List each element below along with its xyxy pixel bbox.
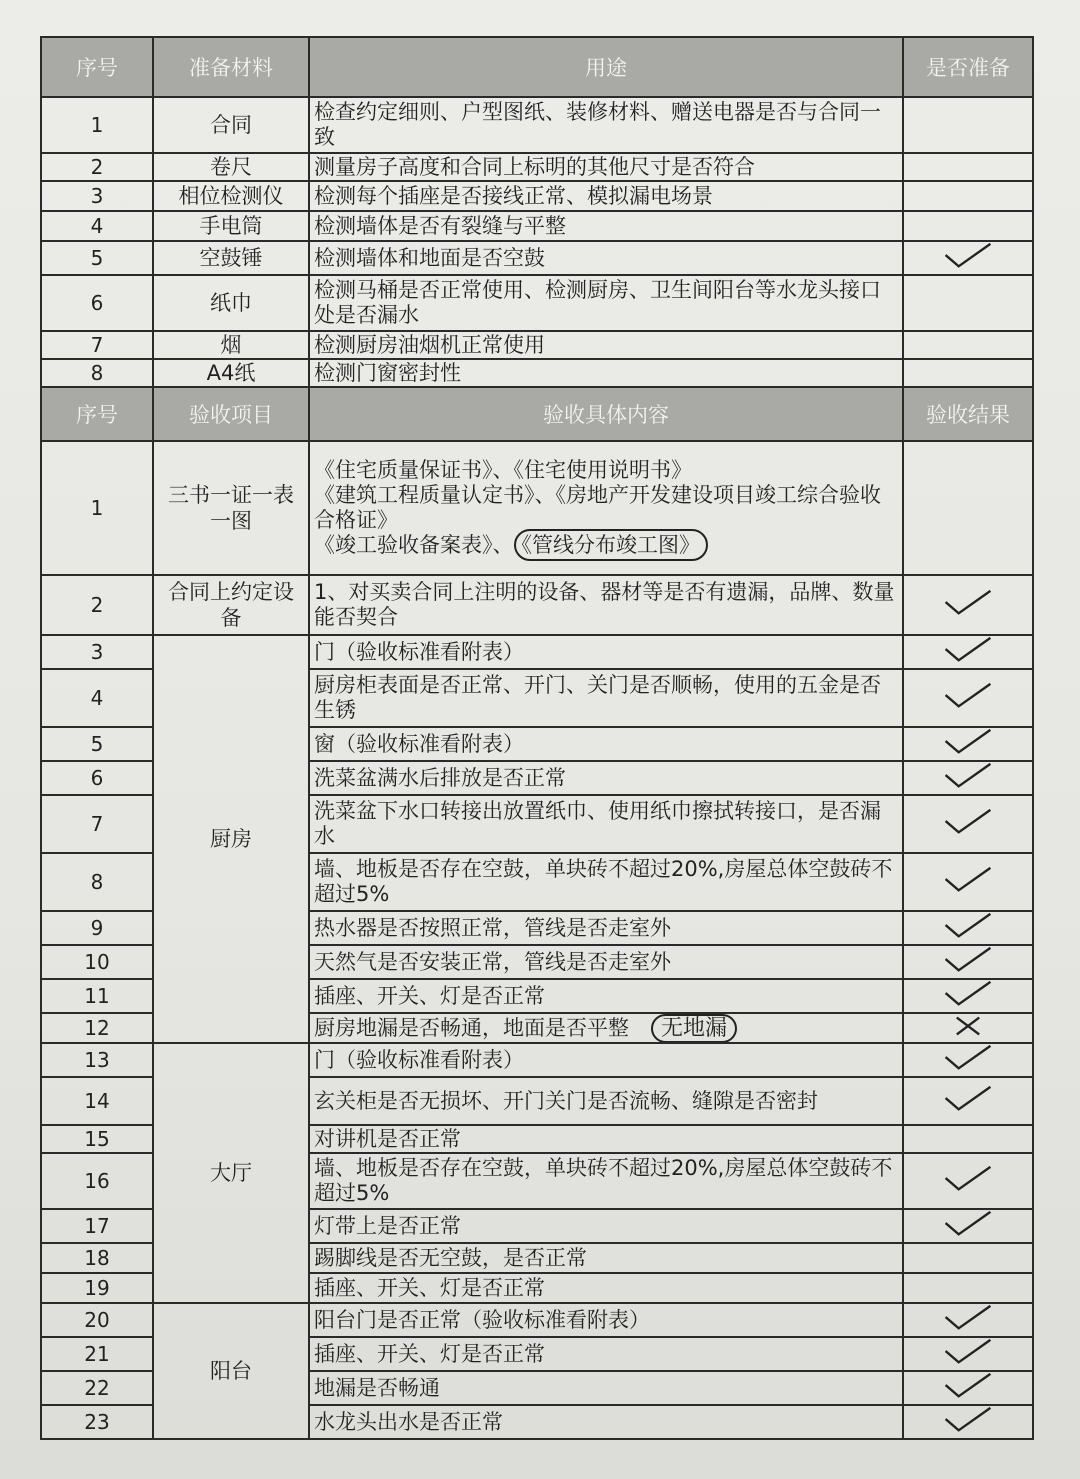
row-number: 21	[41, 1337, 153, 1371]
document-line-part: 《竣工验收备案表》、	[314, 533, 514, 557]
result-cell	[903, 575, 1033, 635]
row-number: 6	[41, 275, 153, 331]
material-use: 检测墙体和地面是否空鼓	[309, 241, 903, 275]
content-text: 门（验收标准看附表）	[314, 639, 524, 664]
table-row	[41, 241, 1033, 275]
group-hall: 大厅	[153, 1043, 309, 1303]
row-number: 22	[41, 1371, 153, 1405]
table-row	[41, 275, 1033, 331]
table-row	[41, 153, 1033, 181]
header-use: 用途	[309, 37, 903, 97]
tick-icon	[939, 946, 997, 974]
result-cell	[903, 1273, 1033, 1303]
content-text: 玄关柜是否无损坏、开门关门是否流畅、缝隙是否密封	[314, 1088, 818, 1113]
group-balcony: 阳台	[153, 1303, 309, 1439]
content-text: 墙、地板是否存在空鼓，单块砖不超过20%,房屋总体空鼓砖不超过5%	[314, 1156, 893, 1205]
ready-cell	[903, 241, 1033, 275]
row-number: 1	[41, 441, 153, 575]
result-cell	[903, 635, 1033, 669]
header-no: 序号	[41, 37, 153, 97]
tick-icon	[939, 1304, 997, 1332]
tick-icon	[939, 1085, 997, 1113]
row-number: 2	[41, 575, 153, 635]
result-cell	[903, 1153, 1033, 1209]
tick-icon	[939, 808, 997, 836]
tick-icon	[939, 1044, 997, 1072]
cross-icon	[939, 1014, 997, 1042]
row-number: 23	[41, 1405, 153, 1439]
tick-icon	[939, 589, 997, 617]
table-row	[41, 331, 1033, 359]
content-text: 窗（验收标准看附表）	[314, 731, 524, 756]
material-name: 合同	[153, 97, 309, 153]
result-cell	[903, 853, 1033, 911]
row-number: 9	[41, 911, 153, 945]
table2-header	[41, 387, 1033, 441]
content-text: 洗菜盆满水后排放是否正常	[314, 765, 566, 790]
handwritten-note: 无地漏	[651, 1014, 737, 1043]
tick-icon	[939, 980, 997, 1008]
tick-icon	[939, 1338, 997, 1366]
row-number: 16	[41, 1153, 153, 1209]
row-number: 3	[41, 635, 153, 669]
row-number: 3	[41, 181, 153, 211]
inspection-content: 1、对买卖合同上注明的设备、器材等是否有遗漏，品牌、数量能否契合	[309, 575, 903, 635]
tick-icon	[939, 866, 997, 894]
inspection-content	[309, 945, 903, 979]
tick-icon	[939, 682, 997, 710]
inspection-content	[309, 1371, 903, 1405]
content-text: 地漏是否畅通	[314, 1375, 440, 1400]
result-cell	[903, 669, 1033, 727]
content-text: 天然气是否安装正常，管线是否走室外	[314, 949, 671, 974]
inspection-content	[309, 1337, 903, 1371]
result-cell	[903, 1125, 1033, 1153]
inspection-content	[309, 441, 903, 575]
inspection-item: 合同上约定设备	[153, 575, 309, 635]
inspection-content	[309, 1209, 903, 1243]
header2-content: 验收具体内容	[309, 387, 903, 441]
content-text: 门（验收标准看附表）	[314, 1047, 524, 1072]
inspection-content	[309, 1153, 903, 1209]
row-number: 13	[41, 1043, 153, 1077]
inspection-item: 三书一证一表一图	[153, 441, 309, 575]
table-row	[41, 1303, 1033, 1337]
result-cell	[903, 1013, 1033, 1043]
material-use: 检测墙体是否有裂缝与平整	[309, 211, 903, 241]
inspection-content	[309, 635, 903, 669]
tick-icon	[939, 1165, 997, 1193]
result-cell	[903, 911, 1033, 945]
result-cell	[903, 1077, 1033, 1125]
ready-cell	[903, 211, 1033, 241]
header2-result: 验收结果	[903, 387, 1033, 441]
header2-item: 验收项目	[153, 387, 309, 441]
material-name: 烟	[153, 331, 309, 359]
content-text: 热水器是否按照正常，管线是否走室外	[314, 915, 671, 940]
inspection-table	[40, 36, 1034, 1440]
content-text: 墙、地板是否存在空鼓，单块砖不超过20%,房屋总体空鼓砖不超过5%	[314, 857, 893, 906]
result-cell	[903, 1405, 1033, 1439]
material-use: 检测厨房油烟机正常使用	[309, 331, 903, 359]
table-row	[41, 441, 1033, 575]
inspection-content	[309, 795, 903, 853]
row-number: 2	[41, 153, 153, 181]
table-row	[41, 635, 1033, 669]
material-name: 相位检测仪	[153, 181, 309, 211]
table1-header	[41, 37, 1033, 97]
inspection-content	[309, 911, 903, 945]
material-name: 手电筒	[153, 211, 309, 241]
ready-cell	[903, 97, 1033, 153]
tick-icon	[939, 728, 997, 756]
row-number: 19	[41, 1273, 153, 1303]
tick-icon	[939, 912, 997, 940]
ready-cell	[903, 331, 1033, 359]
inspection-content	[309, 1013, 903, 1043]
tick-icon	[939, 762, 997, 790]
table-row	[41, 97, 1033, 153]
material-name: 纸巾	[153, 275, 309, 331]
result-cell	[903, 979, 1033, 1013]
row-number: 4	[41, 211, 153, 241]
header-material: 准备材料	[153, 37, 309, 97]
row-number: 14	[41, 1077, 153, 1125]
content-text: 阳台门是否正常（验收标准看附表）	[314, 1307, 650, 1332]
row-number: 18	[41, 1243, 153, 1273]
inspection-content	[309, 853, 903, 911]
row-number: 4	[41, 669, 153, 727]
inspection-content	[309, 669, 903, 727]
row-number: 7	[41, 331, 153, 359]
table-row	[41, 1043, 1033, 1077]
tick-icon	[939, 1406, 997, 1434]
table-row	[41, 575, 1033, 635]
inspection-content	[309, 1243, 903, 1273]
inspection-content	[309, 1273, 903, 1303]
table-row	[41, 181, 1033, 211]
row-number: 20	[41, 1303, 153, 1337]
table-row	[41, 359, 1033, 387]
content-text: 厨房地漏是否畅通，地面是否平整	[314, 1015, 629, 1040]
material-name: A4纸	[153, 359, 309, 387]
tick-icon	[939, 1210, 997, 1238]
row-number: 11	[41, 979, 153, 1013]
result-cell	[903, 1303, 1033, 1337]
content-text: 插座、开关、灯是否正常	[314, 1275, 545, 1300]
inspection-content	[309, 1405, 903, 1439]
tick-icon	[939, 636, 997, 664]
ready-cell	[903, 359, 1033, 387]
inspection-content	[309, 1303, 903, 1337]
content-text: 插座、开关、灯是否正常	[314, 983, 545, 1008]
circled-document: 《管线分布竣工图》	[514, 529, 709, 561]
inspection-content	[309, 761, 903, 795]
ready-cell	[903, 153, 1033, 181]
row-number: 7	[41, 795, 153, 853]
row-number: 15	[41, 1125, 153, 1153]
row-number: 17	[41, 1209, 153, 1243]
table-row	[41, 211, 1033, 241]
content-text: 对讲机是否正常	[314, 1126, 461, 1151]
row-number: 1	[41, 97, 153, 153]
tick-icon	[939, 242, 997, 270]
row-number: 6	[41, 761, 153, 795]
ready-cell	[903, 181, 1033, 211]
result-cell	[903, 1209, 1033, 1243]
document-line	[314, 533, 898, 558]
material-use: 检测每个插座是否接线正常、模拟漏电场景	[309, 181, 903, 211]
inspection-content	[309, 727, 903, 761]
result-cell	[903, 1043, 1033, 1077]
material-use: 检测马桶是否正常使用、检测厨房、卫生间阳台等水龙头接口处是否漏水	[309, 275, 903, 331]
result-cell	[903, 1371, 1033, 1405]
content-text: 灯带上是否正常	[314, 1213, 461, 1238]
content-text: 水龙头出水是否正常	[314, 1409, 503, 1434]
result-cell	[903, 1337, 1033, 1371]
material-name: 卷尺	[153, 153, 309, 181]
material-use: 测量房子高度和合同上标明的其他尺寸是否符合	[309, 153, 903, 181]
inspection-content	[309, 1125, 903, 1153]
result-cell	[903, 727, 1033, 761]
result-cell	[903, 795, 1033, 853]
result-cell	[903, 945, 1033, 979]
content-text: 踢脚线是否无空鼓，是否正常	[314, 1245, 587, 1270]
content-text: 插座、开关、灯是否正常	[314, 1341, 545, 1366]
header2-no: 序号	[41, 387, 153, 441]
material-name: 空鼓锤	[153, 241, 309, 275]
row-number: 5	[41, 727, 153, 761]
content-text: 洗菜盆下水口转接出放置纸巾、使用纸巾擦拭转接口，是否漏水	[314, 799, 881, 848]
row-number: 8	[41, 853, 153, 911]
tick-icon	[939, 1372, 997, 1400]
result-cell	[903, 761, 1033, 795]
inspection-content	[309, 1077, 903, 1125]
result-cell	[903, 1243, 1033, 1273]
header-ready: 是否准备	[903, 37, 1033, 97]
row-number: 10	[41, 945, 153, 979]
group-kitchen: 厨房	[153, 635, 309, 1043]
row-number: 8	[41, 359, 153, 387]
document-line: 《住宅质量保证书》、《住宅使用说明书》	[314, 458, 692, 482]
document-line: 《建筑工程质量认定书》、《房地产开发建设项目竣工综合验收合格证》	[314, 483, 881, 532]
row-number: 5	[41, 241, 153, 275]
inspection-content	[309, 1043, 903, 1077]
content-text: 厨房柜表面是否正常、开门、关门是否顺畅，使用的五金是否生锈	[314, 673, 881, 722]
row-number: 12	[41, 1013, 153, 1043]
material-use: 检查约定细则、户型图纸、装修材料、赠送电器是否与合同一致	[309, 97, 903, 153]
material-use: 检测门窗密封性	[309, 359, 903, 387]
ready-cell	[903, 275, 1033, 331]
inspection-content	[309, 979, 903, 1013]
result-cell	[903, 441, 1033, 575]
